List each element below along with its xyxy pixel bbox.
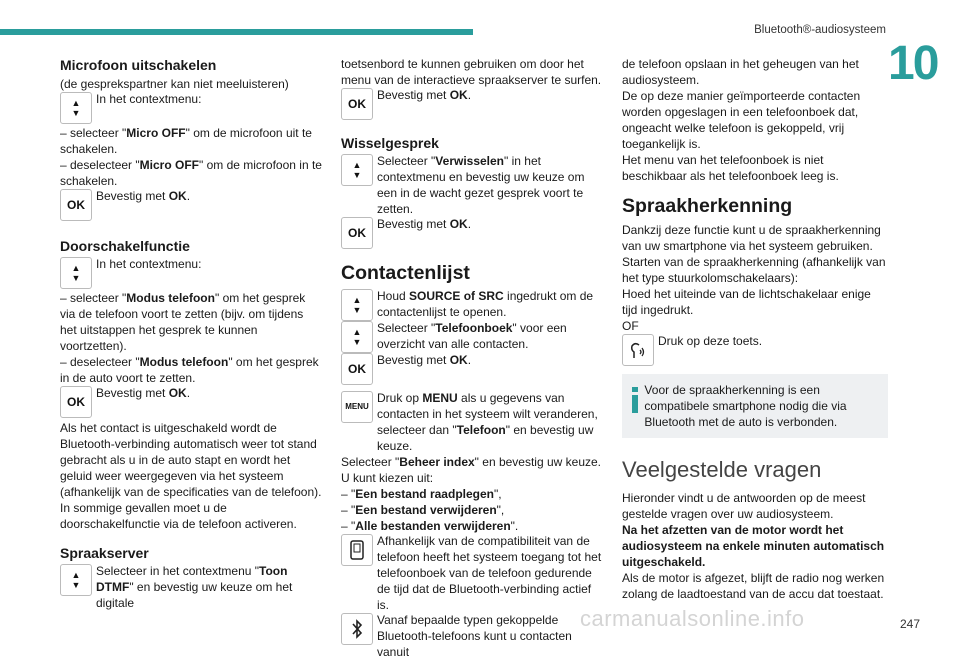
faq-question: Na het afzetten van de motor wordt het audiosysteem na enkele minuten automatisch uitgeschakeld.: [622, 523, 885, 569]
voice-server-continued: toetsenbord te kunnen gebruiken om door het menu van de interactieve spraakserver te surfen.: [341, 57, 602, 87]
bluetooth-icon: [341, 613, 373, 645]
forward-context-instruction: ▲ ▼ In het contextmenu:: [60, 257, 322, 289]
forward-paragraph-1: Als het contact is uitgeschakeld wordt de Bluetooth-verbinding automatisch weer tot stand gebracht als u in de auto stapt en wordt het geluid weer weergegeven via het systeem (afhankelijk van de specificaties van de telefoon).: [60, 421, 322, 499]
speech-info-box: Voor de spraakherkenning is een compatibele smartphone nodig die via Bluetooth met de auto is verbonden.: [622, 374, 888, 438]
empty-phonebook-paragraph: Het menu van het telefoonboek is niet beschikbaar als het telefoonboek leeg is.: [622, 153, 839, 183]
up-down-arrows-icon: ▲ ▼: [60, 564, 92, 596]
column-2: [341, 56, 603, 660]
ok-button-icon: OK: [341, 217, 373, 249]
mic-confirm: OK Bevestig met OK.: [60, 189, 322, 221]
speech-paragraph-3: Hoed het uiteinde van de lichtschakelaar enige tijd ingedrukt.: [622, 287, 871, 317]
option-delete: – "Een bestand verwijderen",: [341, 503, 505, 517]
forward-paragraph-2: In sommige gevallen moet u de doorschakelfunctie via de telefoon activeren.: [60, 501, 297, 531]
contacts-menu-instruction: MENU Druk op MENU als u gegevens van contacten in het systeem wilt veranderen, selecteer dan "Telefoon" en bevestig uw keuze.: [341, 391, 603, 454]
ok-button-icon: OK: [60, 386, 92, 418]
ok-button-icon: OK: [341, 353, 373, 385]
call-swap-instruction: ▲ ▼ Selecteer "Verwisselen" in het contextmenu en bevestig uw keuze om een in de wacht gezet gesprek voort te zetten.: [341, 154, 603, 217]
header-accent-bar: [0, 29, 473, 35]
speech-button-instruction: Druk op deze toets.: [622, 334, 888, 366]
voice-confirm: OK Bevestig met OK.: [341, 88, 603, 120]
call-swap-confirm: OK Bevestig met OK.: [341, 217, 603, 249]
forward-deselect-line: – deselecteer "Modus telefoon" om het gesprek in de auto voort te zetten.: [60, 355, 319, 385]
forward-heading: Doorschakelfunctie: [60, 238, 190, 254]
contacts-open-instruction: ▲ ▼ Houd SOURCE of SRC ingedrukt om de contactenlijst te openen.: [341, 289, 603, 321]
ok-button-icon: OK: [341, 88, 373, 120]
page-number: 247: [899, 617, 920, 631]
choose-line: U kunt kiezen uit:: [341, 471, 434, 485]
voice-server-heading: Spraakserver: [60, 545, 149, 561]
mic-context-instruction: ▲ ▼ In het contextmenu:: [60, 92, 322, 124]
speech-heading: Spraakherkenning: [622, 195, 793, 217]
running-title: Bluetooth®-audiosysteem: [754, 24, 886, 36]
chapter-number: 10: [888, 37, 938, 90]
option-consult: – "Een bestand raadplegen",: [341, 487, 502, 501]
faq-intro: Hieronder vindt u de antwoorden op de meest gestelde vragen over uw audiosysteem.: [622, 491, 866, 521]
column-3: [622, 56, 888, 602]
speech-paragraph-1: Dankzij deze functie kunt u de spraakherkenning van uw smartphone via het systeem gebruiken.: [622, 223, 881, 253]
ok-button-icon: OK: [60, 189, 92, 221]
contacts-continued: de telefoon opslaan in het geheugen van het audiosysteem.: [622, 57, 859, 87]
voice-server-instruction: ▲ ▼ Selecteer in het contextmenu "Toon DTMF" en bevestig uw keuze om het digitale: [60, 564, 322, 611]
voice-command-icon: [622, 334, 654, 366]
contacts-phonebook-instruction: ▲ ▼ Selecteer "Telefoonboek" voor een overzicht van alle contacten.: [341, 321, 603, 353]
up-down-arrows-icon: ▲ ▼: [341, 289, 373, 321]
watermark: carmanualsonline.info: [580, 606, 805, 631]
compatibility-note: Afhankelijk van de compatibiliteit van de telefoon heeft het systeem toegang tot het telefoonboek van de telefoon gedurende de tijd dat de Bluetooth-verbinding actief is.: [341, 534, 603, 613]
contacts-confirm: OK Bevestig met OK.: [341, 353, 603, 385]
info-icon: [632, 387, 634, 413]
faq-heading: Veelgestelde vragen: [622, 457, 822, 482]
option-delete-all: – "Alle bestanden verwijderen".: [341, 519, 519, 533]
call-swap-heading: Wisselgesprek: [341, 135, 439, 151]
forward-confirm: OK Bevestig met OK.: [60, 386, 322, 418]
up-down-arrows-icon: ▲ ▼: [341, 154, 373, 186]
bluetooth-note: Vanaf bepaalde typen gekoppelde Bluetooth-telefoons kunt u contacten vanuit: [341, 613, 603, 660]
faq-answer: Als de motor is afgezet, blijft de radio nog werken zolang de laadtoestand van de accu dat toestaat.: [622, 571, 885, 601]
imported-contacts-paragraph: De op deze manier geïmporteerde contacten worden opgeslagen in een telefoonboek dat, ongeacht welke telefoon is gekoppeld, vrij toegankelijk is.: [622, 89, 861, 151]
menu-button-icon: MENU: [341, 391, 373, 423]
speech-or: OF: [622, 319, 639, 333]
up-down-arrows-icon: ▲ ▼: [341, 321, 373, 353]
up-down-arrows-icon: ▲ ▼: [60, 92, 92, 124]
speech-paragraph-2: Starten van de spraakherkenning (afhankelijk van het type stuurkolomschakelaars):: [622, 255, 886, 285]
mic-heading: Microfoon uitschakelen: [60, 57, 217, 73]
manage-index-line: Selecteer "Beheer index" en bevestig uw keuze.: [341, 455, 602, 469]
phone-icon: [341, 534, 373, 566]
mic-intro: (de gesprekspartner kan niet meeluisteren): [60, 77, 289, 91]
column-1: [60, 56, 322, 611]
up-down-arrows-icon: ▲ ▼: [60, 257, 92, 289]
forward-select-line: – selecteer "Modus telefoon" om het gesprek via de telefoon voort te zetten (bijv. om tijdens het uitstappen het gesprek te kunnen voortzetten).: [60, 291, 306, 353]
mic-select-line: – selecteer "Micro OFF" om de microfoon uit te schakelen.: [60, 126, 312, 156]
contacts-heading: Contactenlijst: [341, 262, 470, 284]
mic-deselect-line: – deselecteer "Micro OFF" om de microfoon in te schakelen.: [60, 158, 322, 188]
